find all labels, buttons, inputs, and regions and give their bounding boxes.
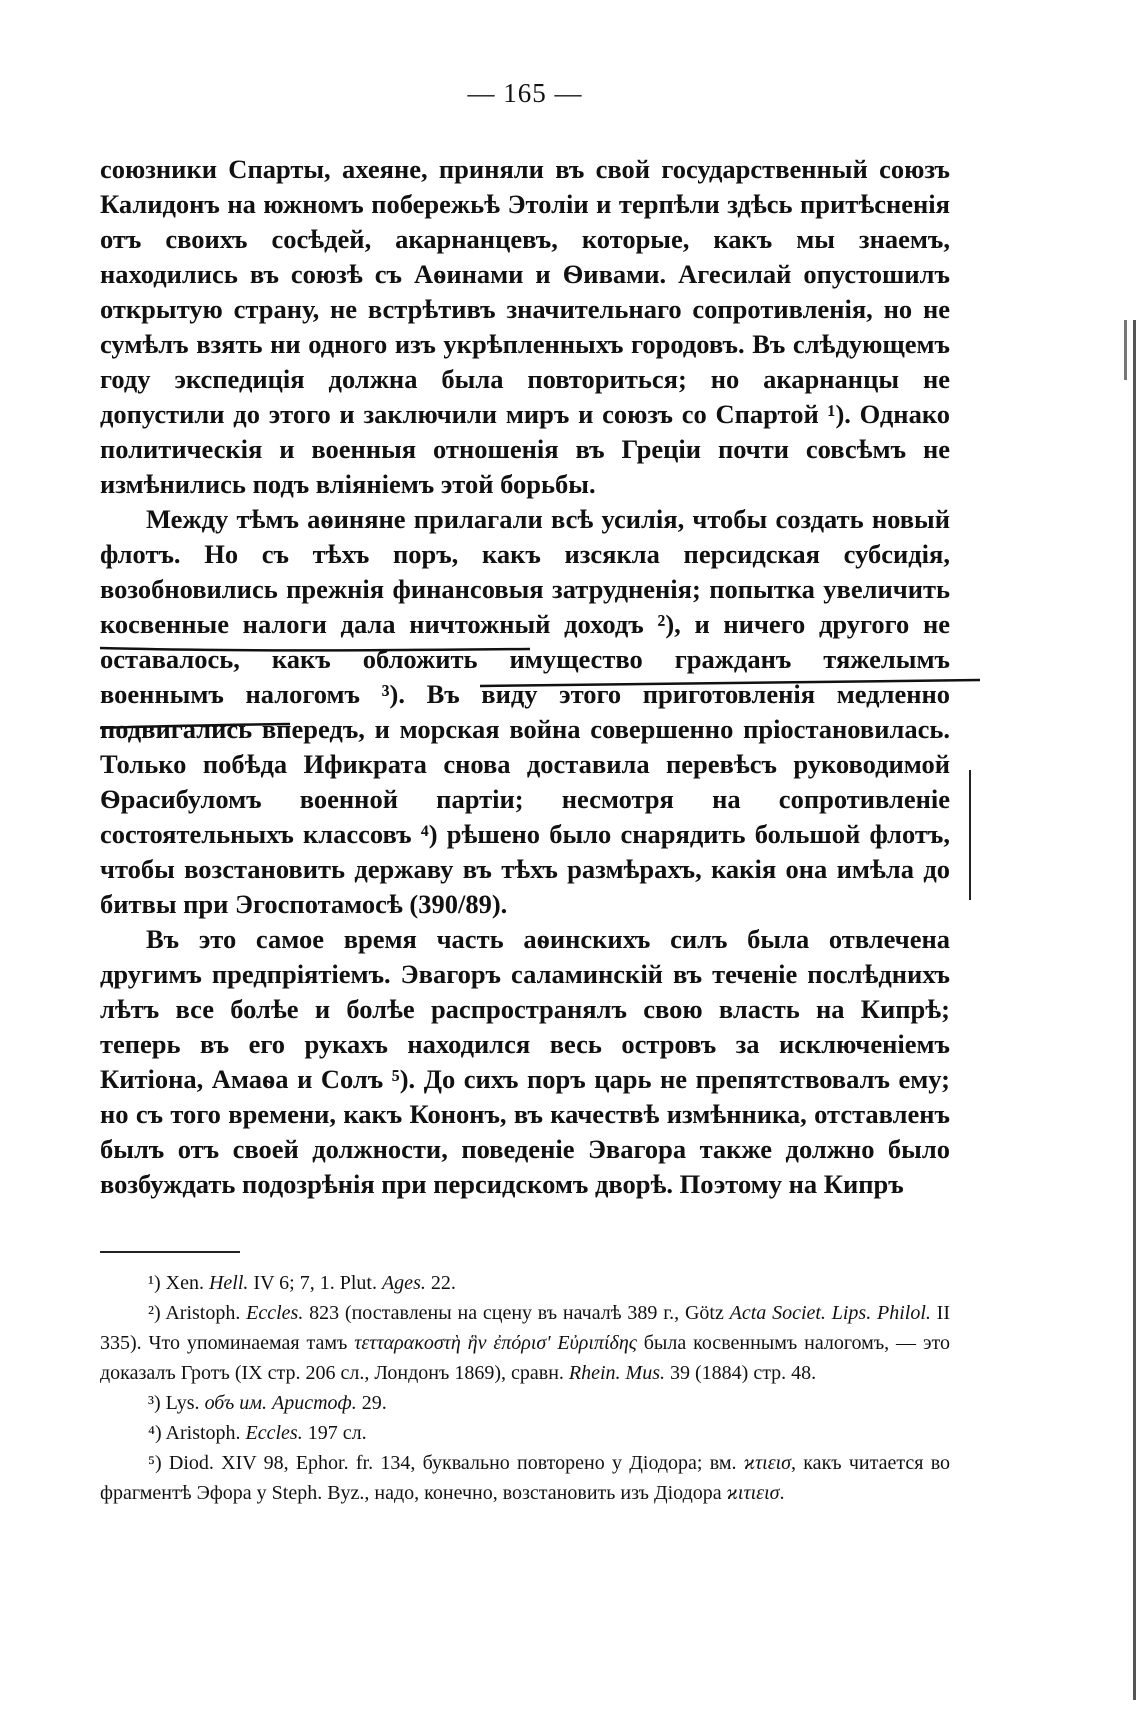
underline-stroke-3 [100,724,290,728]
footnote-4: ⁴) Aristoph. Eccles. 197 сл. [148,1422,367,1444]
page-number: — 165 — [467,78,583,108]
edge-mark-top [1124,320,1127,380]
handwritten-underline-marks [100,630,980,750]
underline-stroke-1 [100,648,530,650]
edge-mark [1133,320,1136,1700]
paragraph-2: Между тѣмъ аѳиняне прилагали всѣ усилія, чтобы создать новый флотъ. Но съ тѣхъ поръ, какъ изсякла персидская субсидія, возобновились прежнія финансовыя затрудненія; попытка увеличить косвенные налоги дала ничтожный доходъ ²), и ничего другого не оставалось, какъ обложить имущество гражданъ тяжелымъ военнымъ налогомъ ³). Въ виду этого приготовленія медленно подвигались впередъ, и морская война совершенно пріостановилась. Только побѣда Ификрата снова доставила перевѣсъ руководимой Ѳрасибуломъ военной партіи; несмотря на сопротивленіе состоятельныхъ классовъ ⁴) рѣшено было снарядить большой флотъ, чтобы возстановить державу въ тѣхъ размѣрахъ, какія она имѣла до битвы при Эгоспотамосѣ (390/89). [100,504,950,919]
footnote-1: ¹) Xen. Hell. IV 6; 7, 1. Plut. Ages. 22. [148,1272,456,1294]
footnotes [100,1268,950,1508]
paragraph-1: союзники Спарты, ахеяне, приняли въ свой государственный союзъ Калидонъ на южномъ побережьѣ Этоліи и терпѣли здѣсь притѣсненія отъ своихъ сосѣдей, акарнанцевъ, которые, какъ мы знаемъ, находились въ союзѣ съ Аѳинами и Ѳивами. Агесилай опустошилъ открытую страну, не встрѣтивъ значительнаго сопротивленія, но не сумѣлъ взять ни одного изъ укрѣпленныхъ городовъ. Въ слѣдующемъ году экспедиція должна была повториться; но акарнанцы не допустили до этого и заключили миръ и союзъ со Спартой ¹). Однако политическія и военныя отношенія въ Греціи почти совсѣмъ не измѣнились подъ вліяніемъ этой борьбы. [100,154,950,499]
margin-bracket-mark [955,770,971,900]
paragraph-3: Въ это самое время часть аѳинскихъ силъ была отвлечена другимъ предпріятіемъ. Эвагоръ саламинскій въ теченіе послѣднихъ лѣтъ все болѣе и болѣе распространялъ свою власть на Кипрѣ; теперь въ его рукахъ находился весь островъ за исключеніемъ Китіона, Амаѳа и Солъ ⁵). До сихъ поръ царь не препятствовалъ ему; но съ того времени, какъ Кононъ, въ качествѣ измѣнника, отставленъ былъ отъ своей должности, поведеніе Эвагора также должно было возбуждать подозрѣнія при персидскомъ дворѣ. Поэтому на Кипръ [100,924,950,1199]
underline-stroke-2 [480,680,980,686]
footnote-2: ²) Aristoph. Eccles. 823 (поставлены на сцену въ началѣ 389 г., Götz Acta Societ. Lips. Philol. II 335). Что упоминаемая тамъ τετταρακοστὴ ἣν ἐπόρισ' Εὐριπίδης была косвеннымъ налогомъ, — это доказалъ Гротъ (IX стр. 206 сл., Лондонъ 1869), сравн. Rhein. Mus. 39 (1884) стр. 48. [100,1302,950,1384]
footnote-3: ³) Lys. объ им. Аристоф. 29. [148,1392,387,1414]
footnote-divider [100,1251,240,1253]
footnote-5: ⁵) Diod. XIV 98, Ephor. fr. 134, буквально повторено у Діодора; вм. ϰτιεισ, какъ читается во фрагментѣ Эфора у Steph. Byz., надо, конечно, возстановить изъ Діодора ϰιτιεισ. [100,1452,951,1504]
